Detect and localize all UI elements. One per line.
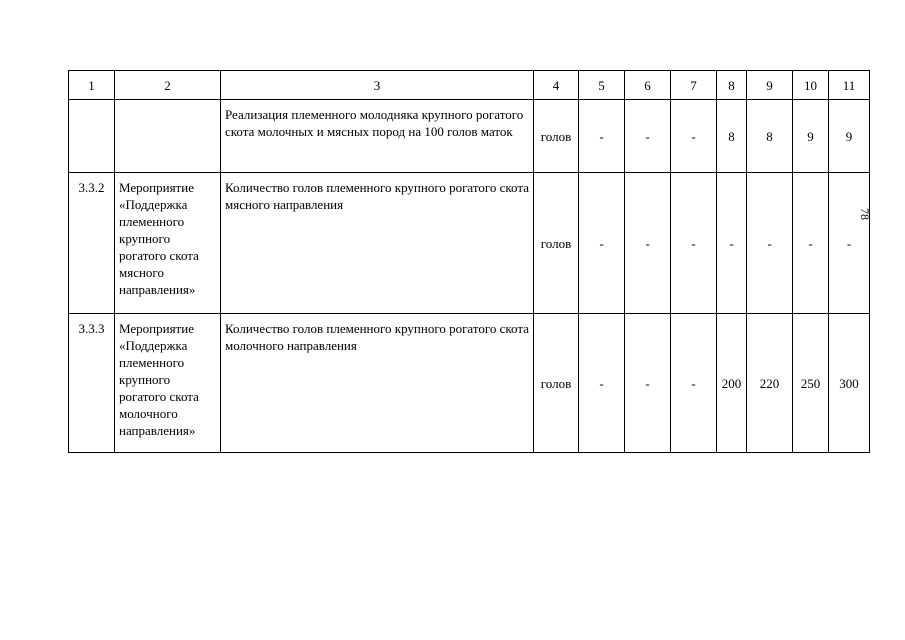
event-name — [115, 100, 221, 173]
value-cell: 220 — [747, 314, 793, 453]
indicator-name: Реализация племенного молодняка крупного рогатого скота молочных и мясных пород на 100 голов маток — [221, 100, 534, 173]
value-cell: 8 — [717, 100, 747, 173]
row-number — [69, 100, 115, 173]
unit-cell: голов — [534, 100, 579, 173]
event-name: Мероприятие «Поддержка племенного крупного рогатого скота мясного направления» — [115, 173, 221, 314]
page-number: 78 — [858, 208, 872, 220]
row-number: 3.3.2 — [69, 173, 115, 314]
header-cell: 11 — [829, 71, 870, 100]
value-cell: 9 — [793, 100, 829, 173]
table-row — [69, 314, 870, 453]
header-cell: 6 — [625, 71, 671, 100]
value-cell: - — [579, 173, 625, 314]
value-cell: - — [625, 314, 671, 453]
value-cell: 300 — [829, 314, 870, 453]
unit-cell: голов — [534, 173, 579, 314]
header-row — [69, 71, 870, 100]
value-cell: - — [793, 173, 829, 314]
row-number: 3.3.3 — [69, 314, 115, 453]
value-cell: - — [671, 100, 717, 173]
value-cell: - — [671, 314, 717, 453]
header-cell: 1 — [69, 71, 115, 100]
value-cell: - — [717, 173, 747, 314]
header-cell: 2 — [115, 71, 221, 100]
value-cell: 9 — [829, 100, 870, 173]
value-cell: - — [671, 173, 717, 314]
indicator-name: Количество голов племенного крупного рогатого скота молочного направления — [221, 314, 534, 453]
data-table — [68, 70, 870, 453]
header-cell: 4 — [534, 71, 579, 100]
value-cell: - — [829, 173, 870, 314]
header-cell: 3 — [221, 71, 534, 100]
value-cell: - — [625, 100, 671, 173]
value-cell: 250 — [793, 314, 829, 453]
header-cell: 8 — [717, 71, 747, 100]
event-name: Мероприятие «Поддержка племенного крупного рогатого скота молочного направления» — [115, 314, 221, 453]
header-cell: 7 — [671, 71, 717, 100]
value-cell: 200 — [717, 314, 747, 453]
table-row — [69, 100, 870, 173]
unit-cell: голов — [534, 314, 579, 453]
header-cell: 5 — [579, 71, 625, 100]
value-cell: - — [747, 173, 793, 314]
header-cell: 10 — [793, 71, 829, 100]
indicator-name: Количество голов племенного крупного рогатого скота мясного направления — [221, 173, 534, 314]
value-cell: - — [579, 100, 625, 173]
header-cell: 9 — [747, 71, 793, 100]
value-cell: - — [625, 173, 671, 314]
value-cell: 8 — [747, 100, 793, 173]
value-cell: - — [579, 314, 625, 453]
table-row — [69, 173, 870, 314]
